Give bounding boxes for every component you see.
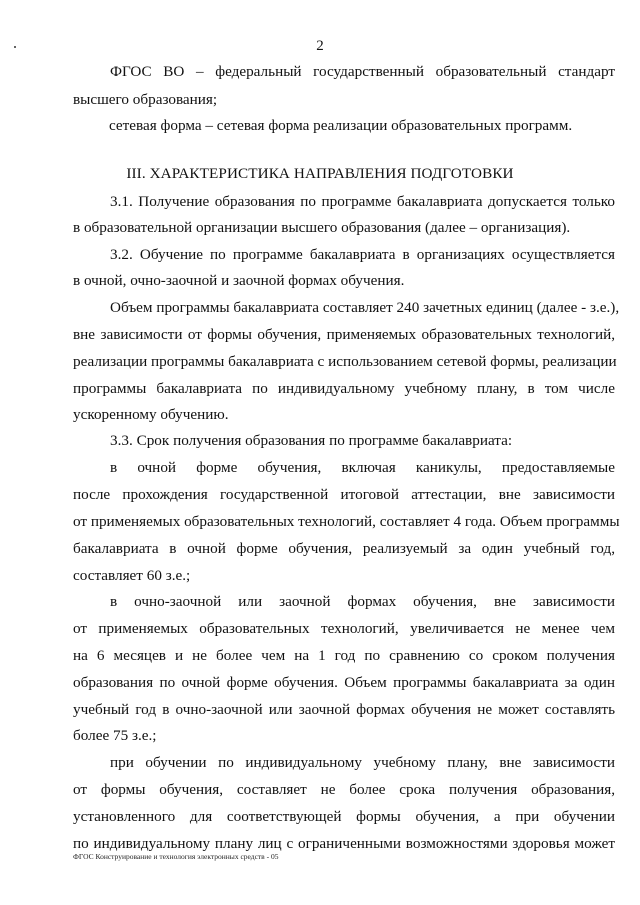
paragraph-fulltime-line-5: составляет 60 з.е.; [73, 567, 191, 584]
section-heading: III. ХАРАКТЕРИСТИКА НАПРАВЛЕНИЯ ПОДГОТОВКИ [126, 165, 514, 182]
paragraph-parttime-line-5: учебный год в очно-заочной или заочной формах обучения не может составлять [73, 701, 615, 718]
paragraph-fulltime-line-1: в очной форме обучения, включая каникулы, предоставляемые [110, 459, 615, 476]
definition-fgos-line-2: высшего образования; [73, 91, 218, 108]
definition-network-form: сетевая форма – сетевая форма реализации образовательных программ. [109, 117, 573, 134]
paragraph-volume-line-4: программы бакалавриата по индивидуальному учебному плану, в том числе [73, 380, 615, 397]
definition-fgos-line-1: ФГОС ВО – федеральный государственный образовательный стандарт [110, 63, 615, 80]
paragraph-volume-line-1: Объем программы бакалавриата составляет 240 зачетных единиц (далее - з.е.), [110, 299, 620, 316]
paragraph-parttime-line-1: в очно-заочной или заочной формах обучения, вне зависимости [110, 593, 615, 610]
paragraph-parttime-line-6: более 75 з.е.; [73, 727, 157, 744]
paragraph-individual-line-3: установленного для соответствующей формы обучения, а при обучении [73, 808, 615, 825]
paragraph-3-1-line-2: в образовательной организации высшего образования (далее – организация). [73, 219, 571, 236]
paragraph-fulltime-line-2: после прохождения государственной итоговой аттестации, вне зависимости [73, 486, 615, 503]
paragraph-3-2-line-2: в очной, очно-заочной и заочной формах обучения. [73, 272, 405, 289]
page-footer: ФГОС Конструирование и технология электронных средств - 05 [73, 852, 279, 861]
paragraph-parttime-line-4: образования по очной форме обучения. Объем программы бакалавриата за один [73, 674, 615, 691]
paragraph-volume-line-5: ускоренному обучению. [73, 406, 229, 423]
paragraph-individual-line-4: по индивидуальному плану лиц с ограниченными возможностями здоровья может [73, 835, 615, 852]
paragraph-parttime-line-3: на 6 месяцев и не более чем на 1 год по сравнению со сроком получения [73, 647, 615, 664]
paragraph-3-1-line-1: 3.1. Получение образования по программе бакалавриата допускается только [110, 193, 615, 210]
paragraph-volume-line-2: вне зависимости от формы обучения, применяемых образовательных технологий, [73, 326, 615, 343]
paragraph-individual-line-2: от формы обучения, составляет не более срока получения образования, [73, 781, 615, 798]
page-number: 2 [316, 38, 324, 54]
paragraph-3-2-line-1: 3.2. Обучение по программе бакалавриата в организациях осуществляется [110, 246, 615, 263]
paragraph-parttime-line-2: от применяемых образовательных технологий, увеличивается не менее чем [73, 620, 615, 637]
paragraph-volume-line-3: реализации программы бакалавриата с использованием сетевой формы, реализации [73, 353, 617, 370]
paragraph-fulltime-line-4: бакалавриата в очной форме обучения, реализуемый за один учебный год, [73, 540, 615, 557]
paragraph-fulltime-line-3: от применяемых образовательных технологий, составляет 4 года. Объем программы [73, 513, 620, 530]
paragraph-3-3: 3.3. Срок получения образования по программе бакалавриата: [110, 432, 513, 449]
paragraph-individual-line-1: при обучении по индивидуальному учебному плану, вне зависимости [110, 754, 615, 771]
